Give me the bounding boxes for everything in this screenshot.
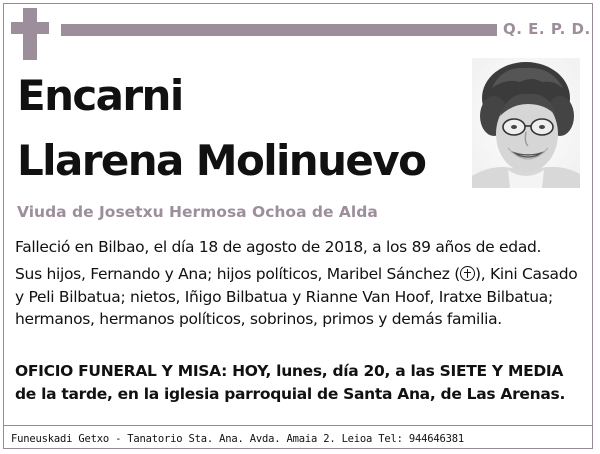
cross-icon <box>23 8 37 60</box>
portrait-photo <box>472 58 580 188</box>
family-text-part2: ), Kini Casado y Peli Bilbatua; nietos, Iñigo Bilbatua y Rianne Van Hoof, Iratxe Bilbatua; hermanos, hermanos políticos, sobrinos, primos y demás familia. <box>15 265 578 328</box>
deceased-cross-icon <box>460 266 475 281</box>
family-paragraph <box>15 263 583 331</box>
footer-divider <box>3 425 593 426</box>
death-statement: Falleció en Bilbao, el día 18 de agosto de 2018, a los 89 años de edad. <box>15 238 542 256</box>
cross-icon-bar <box>11 22 49 34</box>
funeral-home-footer: Funeuskadi Getxo - Tanatorio Sta. Ana. Avda. Amaia 2. Leioa Tel: 944646381 <box>11 433 464 445</box>
family-text-part1: Sus hijos, Fernando y Ana; hijos políticos, Maribel Sánchez ( <box>15 265 460 283</box>
deceased-first-name: Encarni <box>17 71 183 120</box>
funeral-paragraph: OFICIO FUNERAL Y MISA: HOY, lunes, día 20, a las SIETE Y MEDIA de la tarde, en la iglesia parroquial de Santa Ana, de Las Arenas. <box>15 362 566 403</box>
header-bar <box>61 24 497 36</box>
qepd-label: Q. E. P. D. <box>503 20 591 38</box>
widow-line: Viuda de Josetxu Hermosa Ochoa de Alda <box>17 203 378 221</box>
deceased-surnames: Llarena Molinuevo <box>17 136 426 185</box>
